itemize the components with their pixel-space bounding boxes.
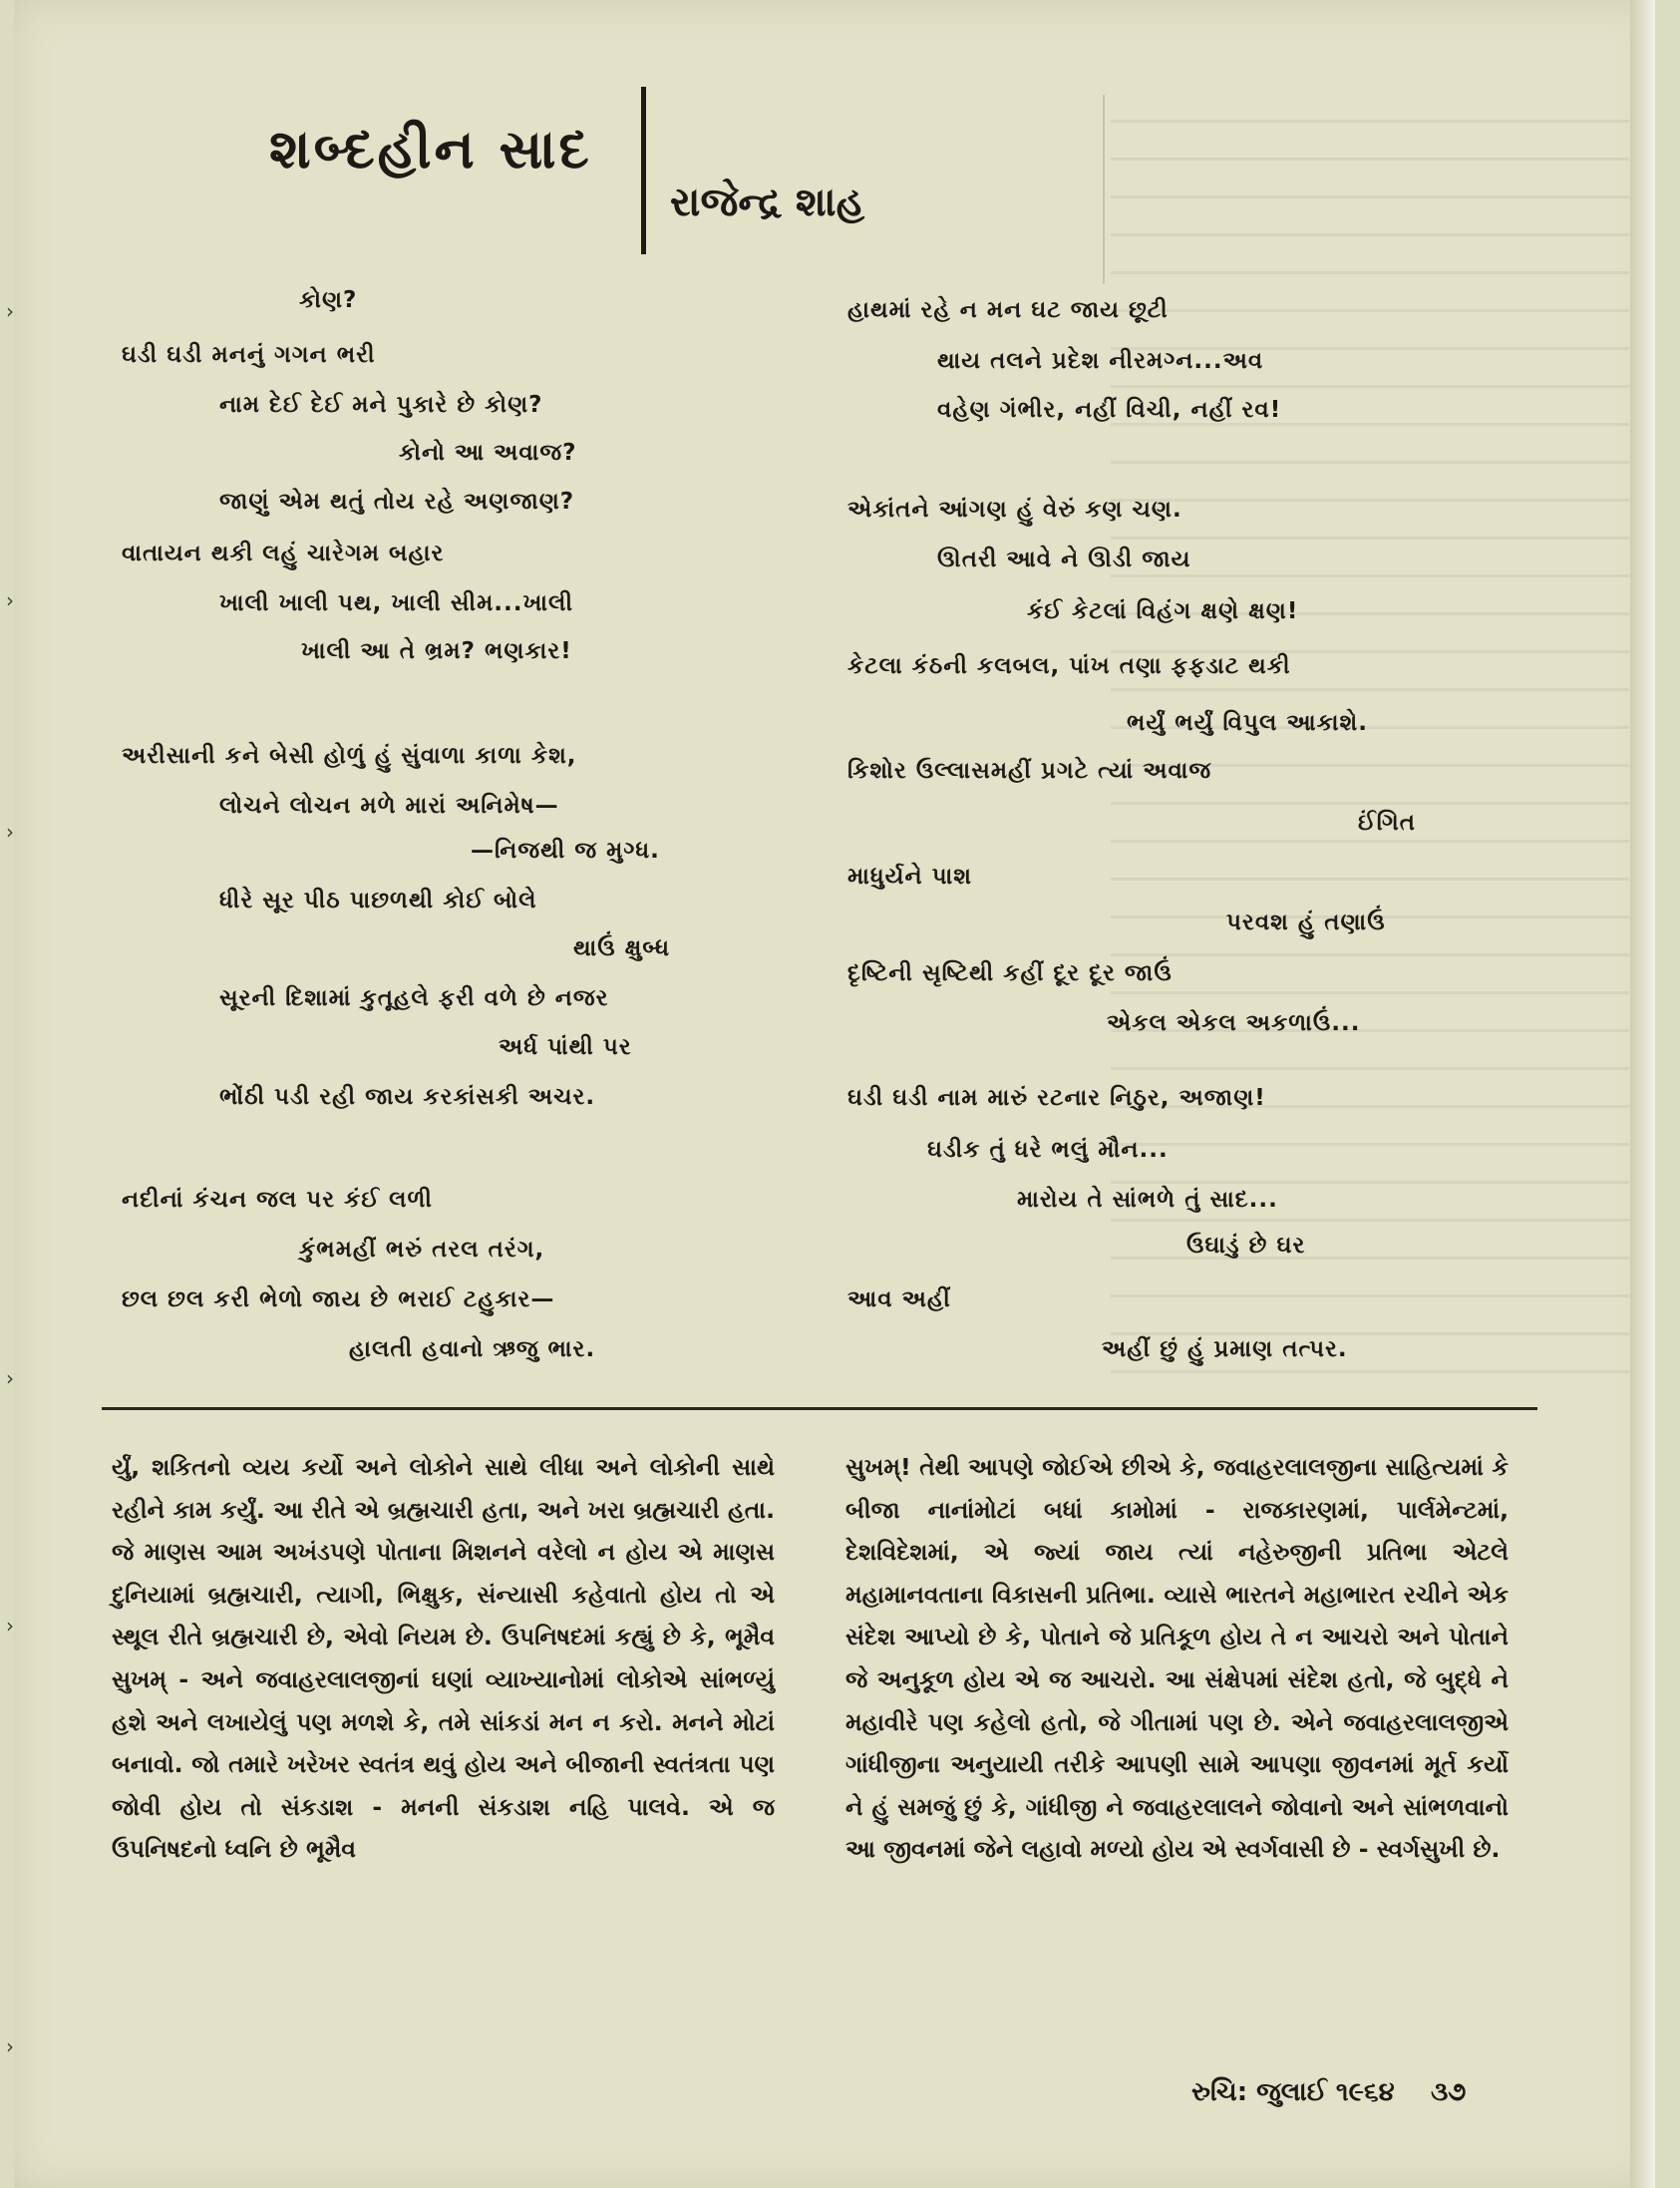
binding-mark-icon: › bbox=[6, 820, 14, 844]
poem-line: પરવશ હું તણાઉં bbox=[1226, 910, 1386, 935]
poem-line: મારોય તે સાંભળે તું સાદ... bbox=[1017, 1187, 1278, 1213]
poem-line: અહીં છું હું પ્રમાણ તત્પર. bbox=[1102, 1336, 1348, 1362]
poem-line: ઘડી ઘડી મનનું ગગન ભરી bbox=[122, 342, 376, 368]
binding-mark-icon: › bbox=[6, 2034, 14, 2058]
footer-publication: રુચિ: જુલાઈ ૧૯૬૪ bbox=[1191, 2077, 1395, 2107]
poem-line: વહેણ ગંભીર, નહીં વિચી, નહીં રવ! bbox=[937, 397, 1282, 423]
poem-line: કુંભમહીં ભરું તરલ તરંગ, bbox=[299, 1237, 545, 1263]
poem-line: અરીસાની કને બેસી હોળું હું સુંવાળા કાળા કેશ, bbox=[122, 743, 577, 769]
title-divider bbox=[641, 87, 646, 254]
poem-line: ભોંઠી પડી રહી જાય કરકાંસકી અચર. bbox=[219, 1084, 596, 1110]
poem-line: એકાંતને આંગણ હું વેરું કણ ચણ. bbox=[847, 497, 1182, 523]
poem-line: કિશોર ઉલ્લાસમહીં પ્રગટે ત્યાં અવાજ bbox=[847, 758, 1212, 784]
poem-line: ખાલી આ તે ભ્રમ? ભણકાર! bbox=[301, 638, 572, 664]
poem-line: ઈંગિત bbox=[1358, 810, 1416, 836]
poem-line: ઊતરી આવે ને ઊડી જાય bbox=[937, 547, 1191, 572]
poem-line: દૃષ્ટિની સૃષ્ટિથી કહીં દૂર દૂર જાઉં bbox=[847, 960, 1173, 986]
poem-line: ધીરે સૂર પીઠ પાછળથી કોઈ બોલે bbox=[219, 888, 537, 913]
page-number: ૩૭ bbox=[1430, 2077, 1467, 2107]
poem-line: થાઉં ક્ષુબ્ધ bbox=[573, 935, 671, 961]
poem-line: માધુર્યને પાશ bbox=[847, 864, 972, 890]
poem-line: કંઈ કેટલાં વિહંગ ક્ષણે ક્ષણ! bbox=[1027, 598, 1299, 624]
poem-line: હાલતી હવાનો ઋજુ ભાર. bbox=[349, 1336, 596, 1362]
poem-line: ઉઘાડું છે ઘર bbox=[1186, 1233, 1306, 1259]
poem-line: આવ અહીં bbox=[847, 1286, 951, 1312]
binding-mark-icon: › bbox=[6, 588, 14, 612]
poem-author: રાજેન્દ્ર શાહ bbox=[670, 180, 865, 225]
prose-column-left: ર્યું, શકિતનો વ્યય કર્યો અને લોકોને સાથે લીધા અને લોકોની સાથે રહીને કામ કર્યું. આ રીતે એ બ્રહ્મચારી હતા, અને ખરા બ્રહ્મચારી હતા. જે માણસ આમ અખંડપણે પોતાના મિશનને વરેલો ન હોય એ માણસ દુનિયામાં બ્રહ્મચારી, ત્યાગી, ભિક્ષુક, સંન્યાસી કહેવાતો હોય તો એ સ્થૂલ રીતે બ્રહ્મચારી છે, એવો નિયમ છે. ઉપનિષદમાં કહ્યું છે કે, ભૂમૈવ સુખમ્ - અને જવાહરલાલજીનાં ઘણાં વ્યાખ્યાનોમાં લોકોએ સાંભળ્યું હશે અને લખાયેલું પણ મળશે કે, તમે સાંકડાં મન ન કરો. મનને મોટાં બનાવો. જો તમારે ખરેખર સ્વતંત્ર થવું હોય અને બીજાની સ્વતંત્રતા પણ જોવી હોય તો સંકડાશ - મનની સંકડાશ નહિ પાલવે. એ જ ઉપનિષદનો ધ્વનિ છે ભૂમૈવ bbox=[112, 1453, 775, 1864]
poem-line: કોનો આ અવાજ? bbox=[399, 440, 577, 466]
poem-line: નદીનાં કંચન જલ પર કંઈ લળી bbox=[122, 1187, 434, 1213]
poem-line: —નિજથી જ મુગ્ધ. bbox=[471, 838, 660, 864]
poem-line: એકલ એકલ અકળાઉં... bbox=[1107, 1010, 1361, 1036]
poem-title: શબ્દહીન સાદ bbox=[269, 118, 592, 181]
poem-line: ખાલી ખાલી પથ, ખાલી સીમ...ખાલી bbox=[219, 590, 574, 616]
poem-line: કોણ? bbox=[299, 287, 358, 313]
poem-line: વાતાયન થકી લહું ચારેગમ બહાર bbox=[122, 541, 445, 566]
poem-line: લોચને લોચન મળે મારાં અનિમેષ— bbox=[219, 793, 559, 819]
poem-line: સૂરની દિશામાં કુતૂહલે ફરી વળે છે નજર bbox=[219, 985, 609, 1011]
poem-line: છલ છલ કરી ભેળો જાય છે ભરાઈ ટહુકાર— bbox=[122, 1286, 555, 1312]
poem-line: ઘડીક તું ધરે ભલું મૌન... bbox=[927, 1137, 1169, 1163]
poem-line: જાણું એમ થતું તોય રહે અણજાણ? bbox=[219, 489, 575, 515]
poem-line: ઘડી ઘડી નામ મારું રટનાર નિઠુર, અજાણ! bbox=[847, 1085, 1266, 1111]
poem-line: અર્ધ પાંથી પર bbox=[499, 1034, 632, 1060]
poem-line: ભર્યું ભર્યું વિપુલ આકાશે. bbox=[1127, 710, 1368, 736]
poem-line: હાથમાં રહે ન મન ઘટ જાય છૂટી bbox=[847, 297, 1169, 323]
show-through-rule bbox=[1103, 95, 1105, 284]
prose-column-right: સુખમ્! તેથી આપણે જોઈએ છીએ કે, જવાહરલાલજીના સાહિત્યમાં કે બીજા નાનાંમોટાં બધાં કામોમાં - રાજકારણમાં, પાર્લમેન્ટમાં, દેશવિદેશમાં, એ જ્યાં જાય ત્યાં નહેરુજીની પ્રતિભા એટલે મહામાનવતાના વિકાસની પ્રતિભા. વ્યાસે ભારતને મહાભારત રચીને એક સંદેશ આપ્યો છે કે, પોતાને જે પ્રતિકૂળ હોય તે ન આચરો અને પોતાને જે અનુકૂળ હોય એ જ આચરો. આ સંક્ષેપમાં સંદેશ હતો, જે બુદ્ધે ને મહાવીરે પણ કહેલો હતો, જે ગીતામાં પણ છે. એને જવાહરલાલજીએ ગાંધીજીના અનુયાયી તરીકે આપણી સામે આપણા જીવનમાં મૂર્ત કર્યો ને હું સમજું છું કે, ગાંધીજી ને જવાહરલાલને જોવાનો અને સાંભળવાનો આ જીવનમાં જેને લહાવો મળ્યો હોય એ સ્વર્ગવાસી છે - સ્વર્ગસુખી છે. bbox=[845, 1453, 1509, 1864]
binding-mark-icon: › bbox=[6, 1614, 14, 1638]
section-divider bbox=[102, 1407, 1537, 1410]
binding-mark-icon: › bbox=[6, 299, 14, 323]
binding-mark-icon: › bbox=[6, 1366, 14, 1390]
poem-line: થાય તલને પ્રદેશ નીરમગ્ન...અવ bbox=[937, 348, 1264, 374]
poem-line: કેટલા કંઠની કલબલ, પાંખ તણા ફફડાટ થકી bbox=[847, 653, 1291, 679]
poem-line: નામ દેઈ દેઈ મને પુકારે છે કોણ? bbox=[219, 392, 543, 418]
paper-edge bbox=[1630, 0, 1655, 2188]
page-footer bbox=[1191, 2077, 1466, 2108]
